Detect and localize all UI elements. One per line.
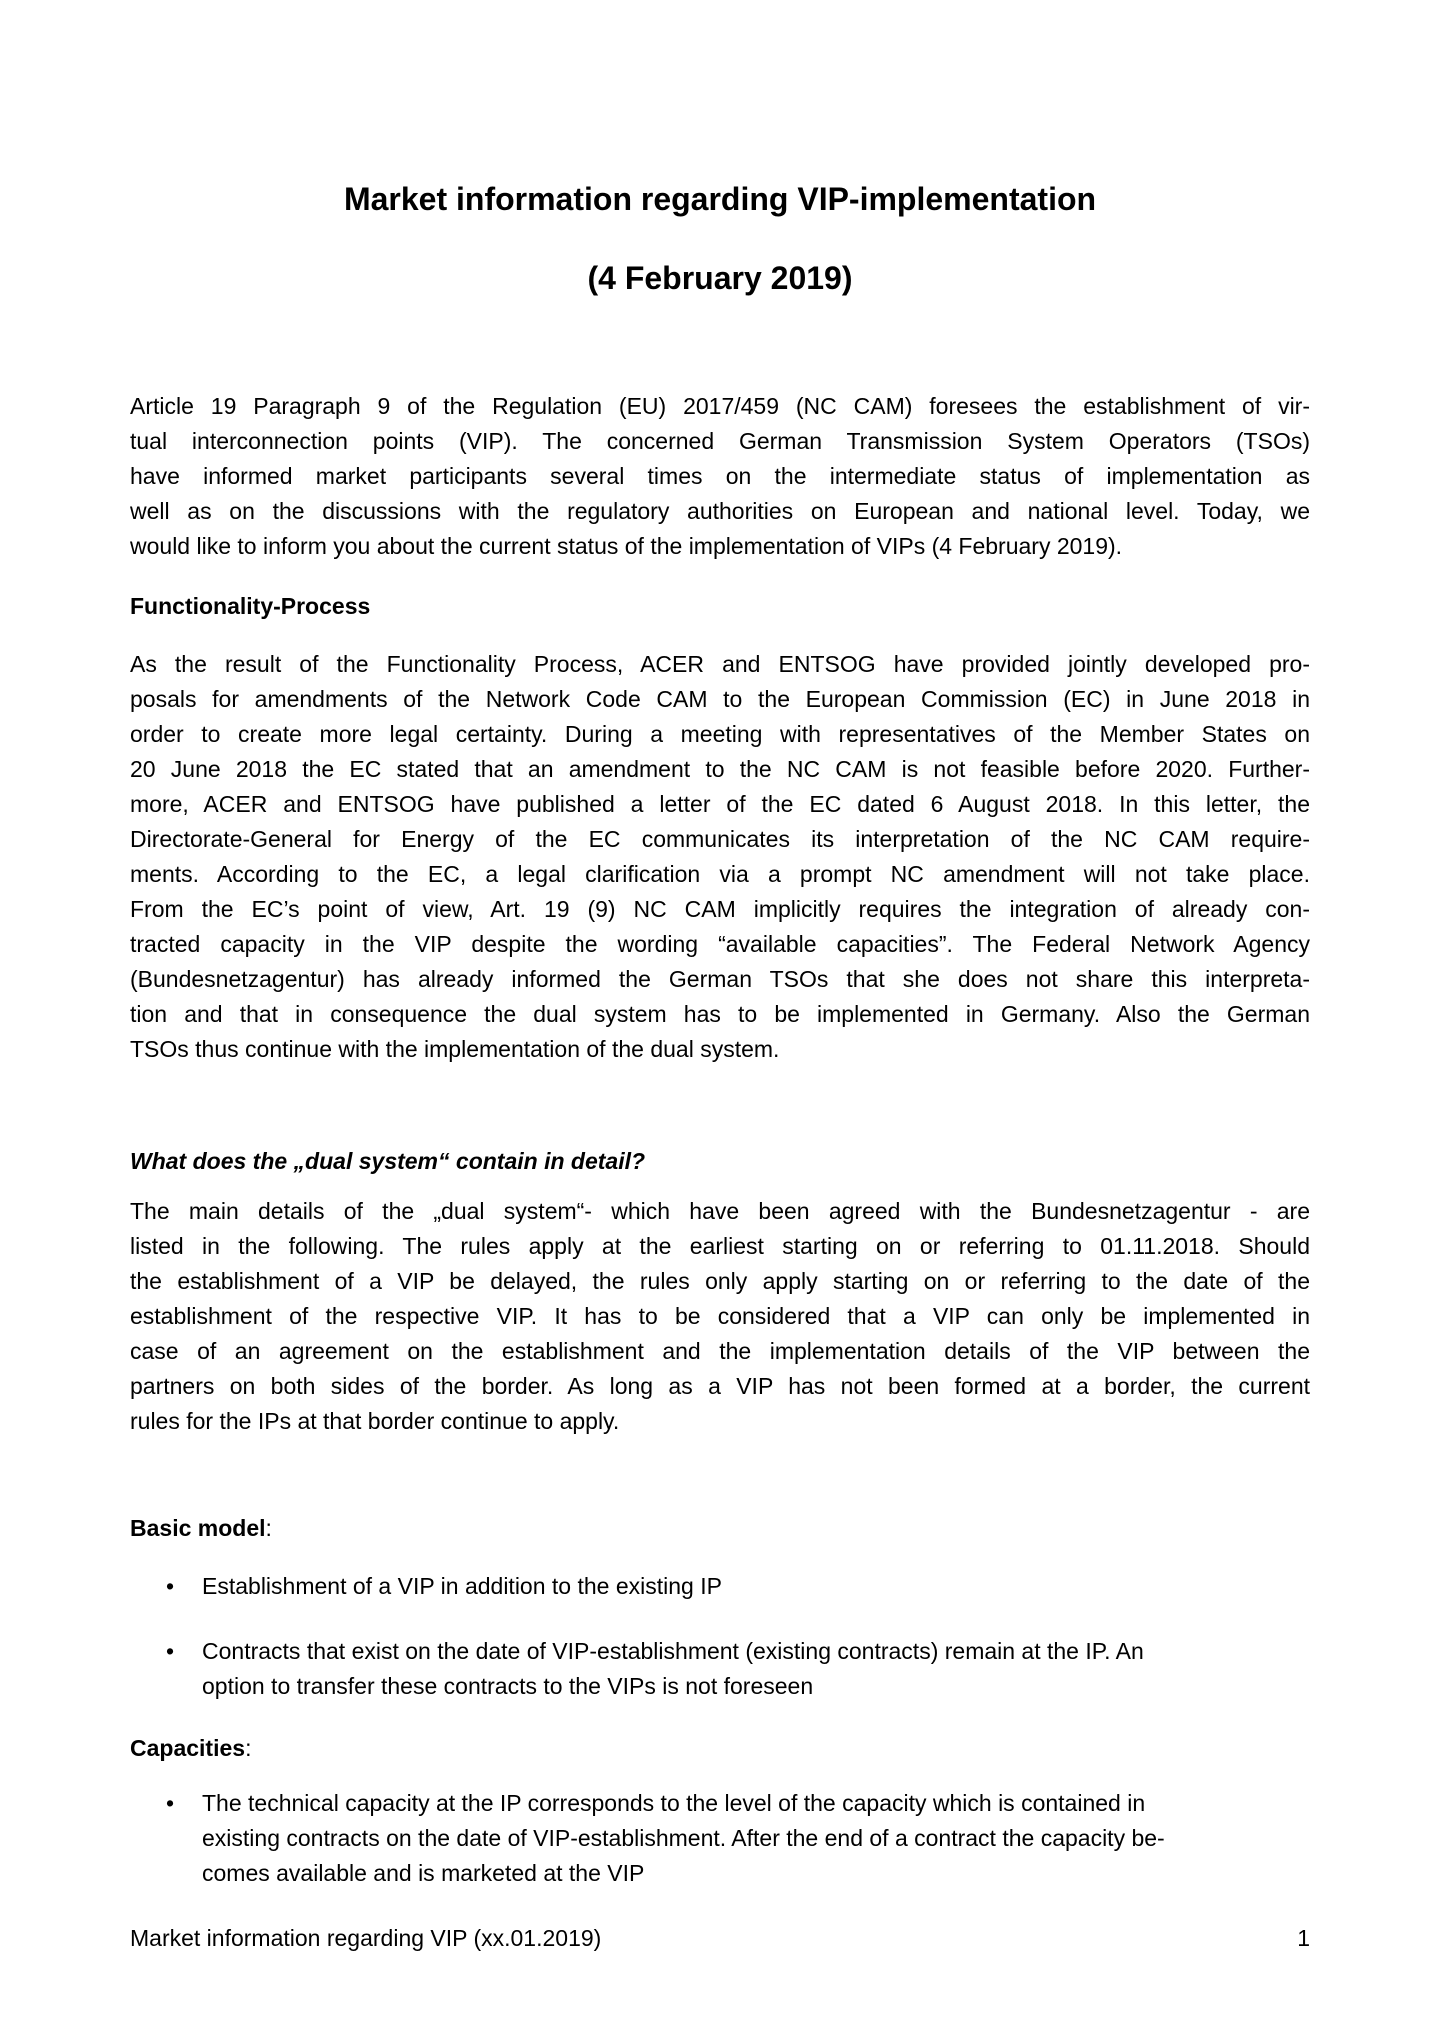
text-line: (Bundesnetzagentur) has already informed the German TSOs that she does not share this interpreta- xyxy=(130,966,1310,992)
heading-functionality-process: Functionality-Process xyxy=(130,593,371,619)
text-line: case of an agreement on the establishment and the implementation details of the VIP between the xyxy=(130,1338,1310,1364)
text-line: Article 19 Paragraph 9 of the Regulation (EU) 2017/459 (NC CAM) foresees the establishment of vir- xyxy=(130,393,1310,419)
text-line: well as on the discussions with the regulatory authorities on European and national level. Today, we xyxy=(130,498,1310,524)
text-line: partners on both sides of the border. As long as a VIP has not been formed at a border, the current xyxy=(130,1373,1310,1399)
text-line: The technical capacity at the IP corresponds to the level of the capacity which is contained in xyxy=(202,1790,1146,1816)
footer-page-number: 1 xyxy=(1297,1925,1310,1951)
text-line: tion and that in consequence the dual system has to be implemented in Germany. Also the German xyxy=(130,1001,1310,1027)
heading-capacities xyxy=(130,1731,1310,1766)
page-footer xyxy=(130,1921,1310,1956)
bullet-icon: • xyxy=(166,1790,175,1816)
heading-capacities-colon: : xyxy=(245,1735,252,1761)
heading-basic-model xyxy=(130,1511,1310,1546)
text-line: order to create more legal certainty. During a meeting with representatives of the Member States on xyxy=(130,721,1310,747)
list-item-text xyxy=(202,1634,1310,1704)
dual-system-paragraph xyxy=(130,1194,1310,1439)
text-line: TSOs thus continue with the implementation of the dual system. xyxy=(130,1036,780,1062)
list-item xyxy=(130,1634,1310,1704)
text-line: tracted capacity in the VIP despite the wording “available capacities”. The Federal Network Agency xyxy=(130,931,1310,957)
list-item xyxy=(130,1786,1310,1891)
text-line: ments. According to the EC, a legal clarification via a prompt NC amendment will not take place. xyxy=(130,861,1310,887)
text-line: tual interconnection points (VIP). The concerned German Transmission System Operators (TSOs) xyxy=(130,428,1310,454)
text-line: posals for amendments of the Network Code CAM to the European Commission (EC) in June 2018 in xyxy=(130,686,1310,712)
text-line: have informed market participants several times on the intermediate status of implementation as xyxy=(130,463,1310,489)
footer-text: Market information regarding VIP (xx.01.2019) xyxy=(130,1925,602,1951)
text-line: Establishment of a VIP in addition to the existing IP xyxy=(202,1573,722,1599)
list-item-text xyxy=(202,1569,1310,1604)
bullet-icon: • xyxy=(166,1573,175,1599)
text-line: The main details of the „dual system“- which have been agreed with the Bundesnetzagentur - are xyxy=(130,1198,1310,1224)
text-line: existing contracts on the date of VIP-establishment. After the end of a contract the capacity be- xyxy=(202,1825,1165,1851)
heading-capacities-label: Capacities xyxy=(130,1735,246,1761)
heading-dual-system-detail: What does the „dual system“ contain in detail? xyxy=(130,1148,646,1174)
text-line: comes available and is marketed at the VIP xyxy=(202,1860,645,1886)
text-line: rules for the IPs at that border continue to apply. xyxy=(130,1408,620,1434)
text-line: 20 June 2018 the EC stated that an amendment to the NC CAM is not feasible before 2020. Further- xyxy=(130,756,1310,782)
heading-basic-model-label: Basic model xyxy=(130,1515,266,1541)
text-line: the establishment of a VIP be delayed, the rules only apply starting on or referring to the date of the xyxy=(130,1268,1310,1294)
text-line: listed in the following. The rules apply at the earliest starting on or referring to 01.11.2018. Should xyxy=(130,1233,1310,1259)
functionality-paragraph xyxy=(130,647,1310,1067)
list-item-text xyxy=(202,1786,1310,1891)
text-line: more, ACER and ENTSOG have published a letter of the EC dated 6 August 2018. In this letter, the xyxy=(130,791,1310,817)
text-line: Contracts that exist on the date of VIP-establishment (existing contracts) remain at the IP. An xyxy=(202,1638,1144,1664)
text-line: Directorate-General for Energy of the EC communicates its interpretation of the NC CAM require- xyxy=(130,826,1310,852)
document-date-subtitle: (4 February 2019) xyxy=(587,260,853,296)
intro-paragraph xyxy=(130,389,1310,564)
heading-basic-model-colon: : xyxy=(265,1515,272,1541)
list-item xyxy=(130,1569,1310,1604)
text-line: would like to inform you about the current status of the implementation of VIPs (4 February 2019). xyxy=(130,533,1123,559)
document-title: Market information regarding VIP-implementation xyxy=(343,181,1097,217)
bullet-icon: • xyxy=(166,1638,175,1664)
text-line: As the result of the Functionality Process, ACER and ENTSOG have provided jointly developed pro- xyxy=(130,651,1310,677)
text-line: From the EC’s point of view, Art. 19 (9) NC CAM implicitly requires the integration of already con- xyxy=(130,896,1310,922)
text-line: option to transfer these contracts to the VIPs is not foreseen xyxy=(202,1673,814,1699)
text-line: establishment of the respective VIP. It has to be considered that a VIP can only be implemented in xyxy=(130,1303,1310,1329)
